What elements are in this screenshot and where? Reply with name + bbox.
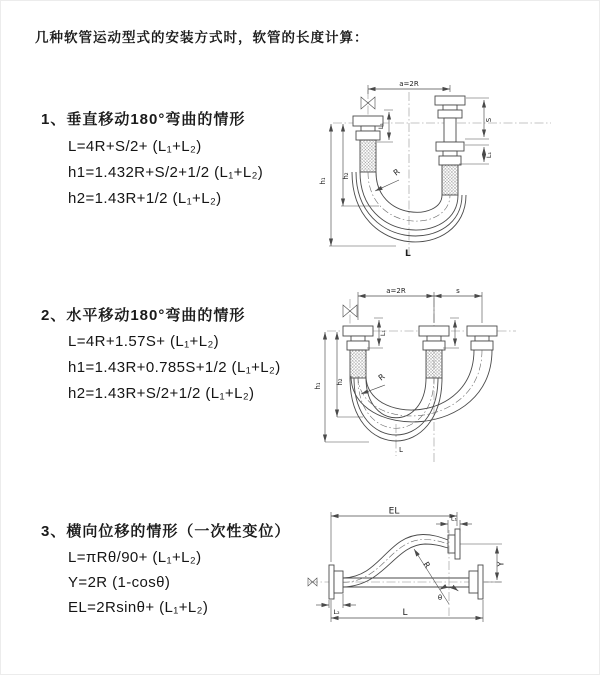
dim-label-h1: h₁ (314, 382, 322, 390)
section-2-heading: 2、水平移动180°弯曲的情形 (41, 307, 246, 324)
diagram-vertical-bend (311, 76, 596, 261)
dim-label-l2: L₂ (333, 608, 340, 616)
dim-label-radius: R (391, 167, 402, 178)
hose-displaced-position (343, 535, 448, 588)
dim-label-el: EL (388, 506, 400, 517)
dim-label-length: L (405, 249, 411, 259)
page-title: 几种软管运动型式的安装方式时，软管的长度计算： (35, 30, 369, 45)
section-1-formula-L: L=4R+S/2+ (L₁+L₂) (68, 138, 202, 155)
dim-label-l1-left: L₁ (377, 122, 385, 130)
dim-label-length: L (402, 608, 408, 618)
dim-label-theta: θ (437, 594, 443, 602)
dim-label-radius: R (421, 560, 432, 570)
section-1-heading: 1、垂直移动180°弯曲的情形 (41, 111, 246, 128)
right-lower-flange (469, 565, 483, 599)
dim-label-h2: h₂ (336, 378, 344, 386)
hose-straight-position (343, 578, 469, 587)
diagram-horizontal-bend (311, 284, 596, 469)
dim-label-span: a=2R (386, 287, 406, 295)
dim-label-l1-right: L₁ (485, 151, 493, 159)
dim-label-l1: L₁ (450, 514, 458, 523)
braid-hose-middle (426, 350, 442, 378)
section-2-formula-h1: h1=1.43R+0.785S+1/2 (L₁+L₂) (68, 359, 281, 376)
dim-label-radius: R (376, 372, 387, 383)
middle-connector (419, 326, 449, 378)
section-3-heading: 3、横向位移的情形（一次性变位） (41, 523, 291, 540)
braid-hose-left (350, 350, 366, 378)
dim-label-l1: L₁ (379, 329, 387, 337)
left-connector (343, 326, 373, 378)
section-1-formula-h1: h1=1.432R+S/2+1/2 (L₁+L₂) (68, 164, 264, 181)
dim-label-stroke: S (485, 117, 493, 123)
right-connector (435, 96, 465, 195)
section-2-formula-L: L=4R+1.57S+ (L₁+L₂) (68, 333, 220, 350)
dim-label-shift: s (456, 287, 460, 295)
upper-flange (448, 529, 460, 559)
section-2-formula-h2: h2=1.43R+S/2+1/2 (L₁+L₂) (68, 385, 255, 402)
dim-label-h2: h₂ (342, 172, 350, 180)
hose-u-bend-position-2 (351, 350, 492, 422)
dim-label-span: a=2R (399, 80, 419, 88)
diagram-lateral-displacement (301, 504, 600, 649)
braid-hose-left (360, 140, 376, 172)
section-3-formula-EL: EL=2Rsinθ+ (L₁+L₂) (68, 599, 209, 616)
dim-label-h1: h₁ (319, 177, 327, 185)
section-1-formula-h2: h2=1.43R+1/2 (L₁+L₂) (68, 190, 222, 207)
dim-label-length: L (399, 446, 403, 454)
left-flange (329, 565, 343, 599)
right-connector (467, 326, 497, 350)
dim-label-y: Y (496, 561, 506, 567)
section-3-formula-Y: Y=2R (1-cosθ) (68, 574, 171, 591)
braid-hose-right (442, 165, 458, 195)
section-3-formula-L: L=πRθ/90+ (L₁+L₂) (68, 549, 202, 566)
